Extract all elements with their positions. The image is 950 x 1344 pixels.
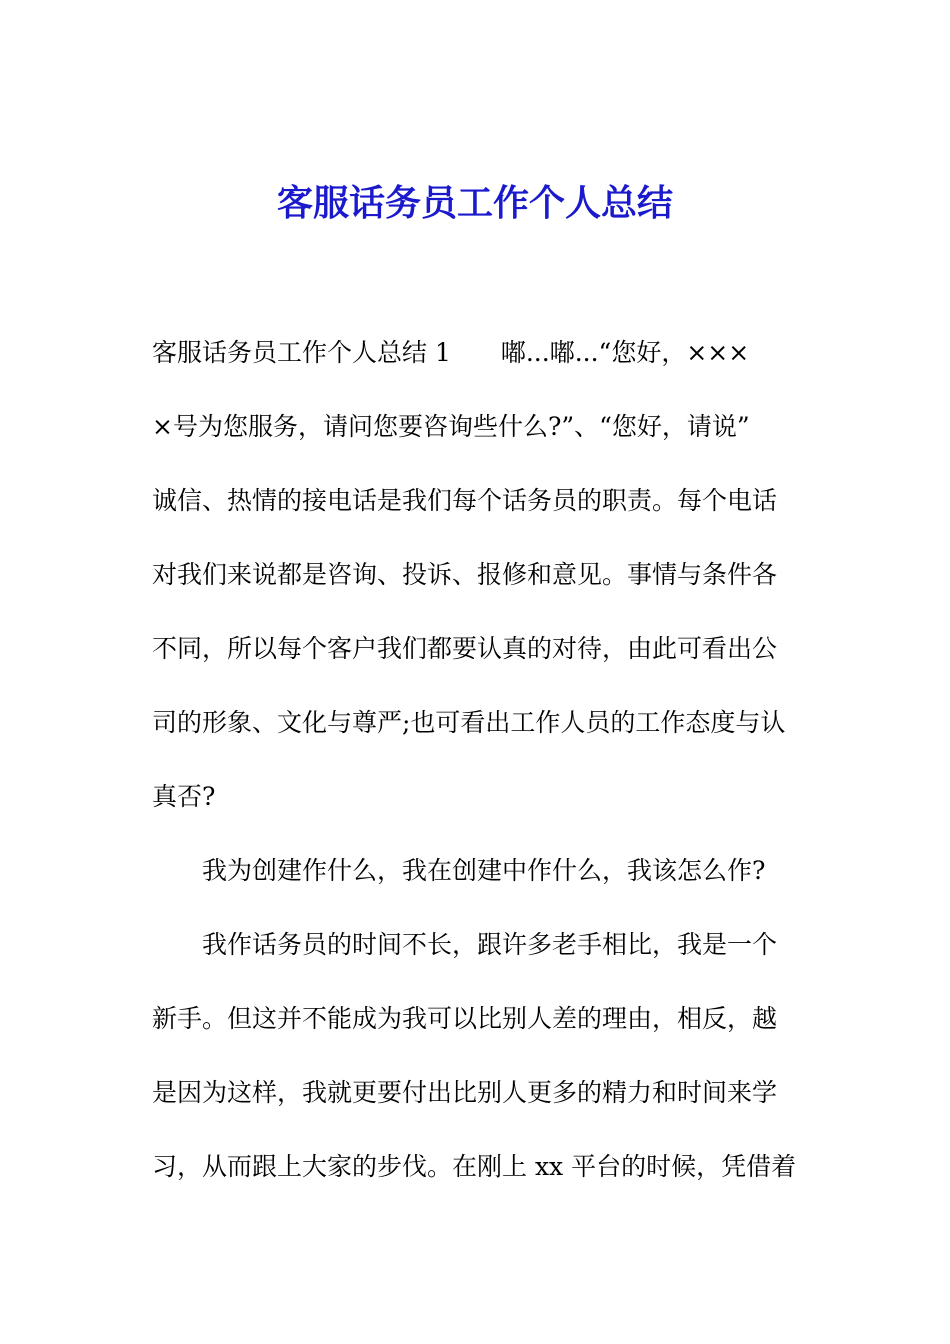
body-line-12: 习，从而跟上大家的步伐。在刚上 xx 平台的时候，凭借着 <box>152 1152 797 1181</box>
body-line-8: 我为创建作什么，我在创建中作什么，我该怎么作? <box>202 856 766 885</box>
body-line-4: 对我们来说都是咨询、投诉、报修和意见。事情与条件各 <box>152 560 778 589</box>
body-line-6: 司的形象、文化与尊严;也可看出工作人员的工作态度与认 <box>152 708 786 737</box>
document-body <box>152 328 808 1216</box>
body-line-2: ×号为您服务，请问您要咨询些什么?”、“您好，请说” <box>152 412 750 441</box>
body-line-10: 新手。但这并不能成为我可以比别人差的理由，相反，越 <box>152 1004 778 1033</box>
body-line-11: 是因为这样，我就更要付出比别人更多的精力和时间来学 <box>152 1078 778 1107</box>
body-line-5: 不同，所以每个客户我们都要认真的对待，由此可看出公 <box>152 634 778 663</box>
body-line-1: 客服话务员工作个人总结 1 嘟...嘟...“您好，××× <box>152 338 750 367</box>
body-line-3: 诚信、热情的接电话是我们每个话务员的职责。每个电话 <box>152 486 778 515</box>
body-line-7: 真否? <box>152 782 216 811</box>
document-title: 客服话务员工作个人总结 <box>276 182 673 224</box>
body-line-9: 我作话务员的时间不长，跟许多老手相比，我是一个 <box>202 930 778 959</box>
